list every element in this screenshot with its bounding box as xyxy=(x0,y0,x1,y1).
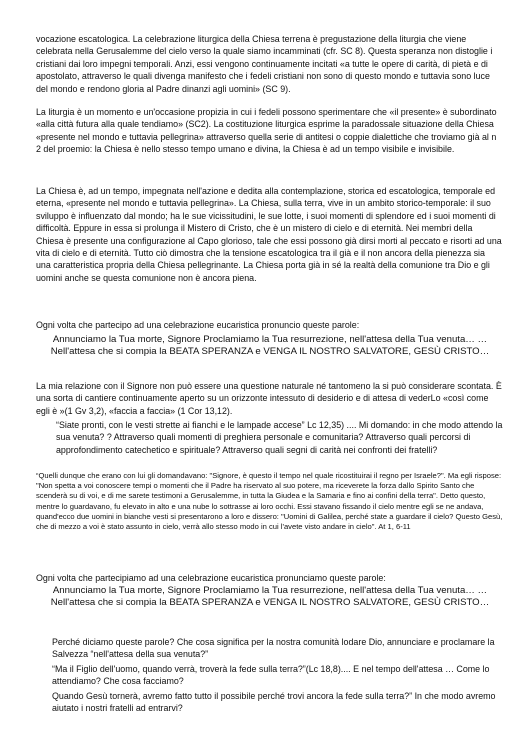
question-why-these-words: Perché diciamo queste parole? Che cosa significa per la nostra comunità lodare Dio, annunciare e proclamare la Salvezza “nell'attesa della sua venuta?” xyxy=(52,637,495,660)
quote-acts-1: “Quelli dunque che erano con lui gli domandavano: "Signore, è questo il tempo nel quale ricostituirai il regno per Israele?". Ma egli rispose: "Non spetta a voi conoscere tempi o momenti che il Padre ha riservato al suo potere, ma riceverete la forza dallo Spirito Santo che scenderà su di voi, e di me sarete testimoni a Gerusalemme, in tutta la Giudea e la Samaria e fino ai confini della terra". Detto questo, mentre lo guardavano, fu elevato in alto e una nube lo sottrasse ai loro occhi. Essi stavano fissando il cielo mentre egli se ne andava, quand'ecco due uomini in bianche vesti si presentarono a loro e dissero: "Uomini di Galilea, perché state a guardare il cielo? Questo Gesù, che di mezzo a voi è stato assunto in cielo, verrà allo stesso modo in cui l'avete visto andare in cielo". At 1, 6-11 xyxy=(36,471,503,532)
question-when-jesus-returns: Quando Gesù tornerà, avremo fatto tutto il possibile perché trovi ancora la fede sulla terra?” In che modo avremo aiutato i nostri fratelli ad entrarvi? xyxy=(52,691,496,714)
paragraph-church-pilgrim: La Chiesa è, ad un tempo, impegnata nell'azione e dedita alla contemplazione, storica ed escatologica, temporale ed eterna, «presente nel mondo e tuttavia pellegrina». La Chiesa, sulla terra, vive in un ambito storico-temporale: il suo sviluppo è influenzato dal mondo; ha le sue vicissitudini, le sue lotte, i suoi momenti di splendore ed i suoi momenti di difficoltà. Eppure in essa si prolunga il Mistero di Cristo, che è un mistero di cielo e di eternità. Nei membri della Chiesa è presente una configurazione al Capo glorioso, tale che essi possono già dirsi morti al peccato e risorti ad una vita di cielo e di eternità. Tutto ciò dimostra che la tensione escatologica tra il già e il non ancora della pienezza sia una caratteristica propria della Chiesa pellegrinante. La Chiesa porta già in sé la realtà della comunione tra Dio e gli uomini anche se questa comunione non è ancora piena. xyxy=(36,186,502,283)
paragraph-be-ready: “Siate pronti, con le vesti strette ai fianchi e le lampade accese” Lc 12,35) .... Mi domando: in che modo attendo la sua venuta? ? Attraverso quali momenti di preghiera personale e comunitaria? Attraverso quali percorsi di approfondimento catechetico e spirituale? Attraverso quali segni di carità nei confronti dei fratelli? xyxy=(56,420,503,455)
acclamation-1: Annunciamo la Tua morte, Signore Proclamiamo la Tua resurrezione, nell'attesa della Tua venuta… …Nell'attesa che si compia la BEATA SPERANZA e VENGA IL NOSTRO SALVATORE, GESÙ CRISTO… xyxy=(50,334,490,358)
paragraph-relationship-with-lord: La mia relazione con il Signore non può essere una questione naturale né tantomeno la si può considerare scontata. È una sorta di cantiere continuamente aperto su un orizzonte intessuto di desiderio e di attesa di vederLo «così come egli è »(1 Gv 3,2), «faccia a faccia» (1 Cor 13,12). xyxy=(36,381,502,416)
paragraph-intro-acclamation-2: Ogni volta che partecipiamo ad una celebrazione eucaristica pronunciamo queste parole: xyxy=(36,573,386,583)
paragraph-liturgy-moment: La liturgia è un momento e un'occasione propizia in cui i fedeli possono sperimentare che «il presente» è subordinato «alla città futura alla quale tendiamo» (SC2). La costituzione liturgica esprime la paradossale situazione della Chiesa «presente nel mondo e tuttavia pellegrina» attraverso quella serie di antitesi o coppie dialettiche che troviamo già al n 2 del proemio: la Chiesa è nello stesso tempo umano e divina, la Chiesa è ad un tempo visibile e invisibile. xyxy=(36,107,497,155)
question-son-of-man: “Ma il Figlio dell'uomo, quando verrà, troverà la fede sulla terra?”(Lc 18,8).... E nel tempo dell'attesa … Come lo attendiamo? Che cosa facciamo? xyxy=(52,664,490,687)
paragraph-eschatological-vocation: vocazione escatologica. La celebrazione liturgica della Chiesa terrena è pregustazione della liturgia che viene celebrata nella Gerusalemme del cielo verso la quale siamo incamminati (cfr. SC 8). Questa speranza non distoglie i cristiani dai loro impegni temporali. Anzi, essi vengono continuamente incitati «a tutte le opere di carità, di pietà e di apostolato, attraverso le quali divenga manifesto che i fedeli cristiani non sono di questo mondo e tuttavia sono luce del mondo e rendono gloria al Padre dinanzi agli uomini» (SC 9). xyxy=(36,34,493,94)
acclamation-2: Annunciamo la Tua morte, Signore Proclamiamo la Tua resurrezione, nell'attesa della Tua venuta… …Nell'attesa che si compia la BEATA SPERANZA e VENGA IL NOSTRO SALVATORE, GESÙ CRISTO… xyxy=(50,585,490,609)
paragraph-intro-acclamation-1: Ogni volta che partecipo ad una celebrazione eucaristica pronuncio queste parole: xyxy=(36,320,360,330)
